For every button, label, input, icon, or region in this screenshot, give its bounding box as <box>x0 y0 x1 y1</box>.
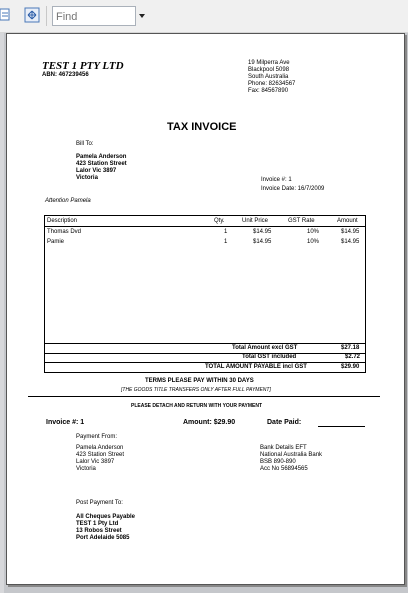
payment-from-line: Victoria <box>76 466 96 472</box>
col-gst-rate: GST Rate <box>288 218 315 224</box>
total-gst-value: $2.72 <box>345 354 361 360</box>
col-unit-price: Unit Price <box>242 218 269 224</box>
toolbar-separator <box>46 6 47 26</box>
invoice-date: Invoice Date: 16/7/2009 <box>261 186 325 192</box>
find-input[interactable] <box>53 9 134 25</box>
date-paid-line <box>318 426 365 427</box>
post-payment-line: 13 Robos Street <box>76 528 122 534</box>
slip-amount: Amount: $29.90 <box>183 419 236 426</box>
total-excl-gst-label: Total Amount excl GST <box>232 345 298 351</box>
post-payment-line: Port Adelaide 5085 <box>76 535 130 541</box>
table-row <box>45 237 365 247</box>
company-address-line: 19 Milperra Ave <box>248 60 290 66</box>
bank-details-line: BSB 890-890 <box>260 459 296 465</box>
company-address-line: Phone: 82634567 <box>248 81 296 87</box>
payment-from-line: Lalor Vic 3897 <box>76 459 115 465</box>
cell-description: Pamie <box>47 239 65 245</box>
toolbar <box>0 0 408 33</box>
find-field[interactable] <box>52 6 136 26</box>
cell-amount: $14.95 <box>341 229 360 235</box>
payment-terms: TERMS PLEASE PAY WITHIN 30 DAYS <box>145 378 254 384</box>
detach-instruction: PLEASE DETACH AND RETURN WITH YOUR PAYMENT <box>131 403 263 409</box>
total-payable-label: TOTAL AMOUNT PAYABLE incl GST <box>205 364 307 370</box>
company-abn: ABN: 467239456 <box>42 72 89 78</box>
total-excl-gst-value: $27.18 <box>341 345 360 351</box>
bill-to-line: Victoria <box>76 175 98 181</box>
viewer-left-gutter <box>0 33 4 593</box>
invoice-number: Invoice #: 1 <box>261 177 292 183</box>
total-payable-row <box>44 363 366 373</box>
detach-divider <box>28 396 380 397</box>
bill-to-line: 423 Station Street <box>76 161 127 167</box>
post-payment-line: TEST 1 Pty Ltd <box>76 521 119 527</box>
document-viewer[interactable] <box>0 33 408 593</box>
payment-from-label: Payment From: <box>76 434 118 440</box>
slip-invoice-number: Invoice #: 1 <box>46 419 85 426</box>
cell-gst-rate: 10% <box>307 229 320 235</box>
post-payment-line: All Cheques Payable <box>76 514 136 520</box>
invoice-page <box>6 33 405 585</box>
col-description: Description <box>47 218 78 224</box>
find-dropdown-icon[interactable] <box>139 14 145 18</box>
payment-from-line: 423 Station Street <box>76 452 125 458</box>
cell-gst-rate: 10% <box>307 239 320 245</box>
total-gst-row <box>44 353 366 363</box>
payment-from-line: Pamela Anderson <box>76 445 124 451</box>
total-payable-value: $29.90 <box>341 364 360 370</box>
bill-to-line: Pamela Anderson <box>76 154 127 160</box>
total-gst-label: Total GST included <box>242 354 297 360</box>
page-view-icon[interactable] <box>0 7 16 23</box>
company-address-line: Fax: 84567890 <box>248 88 289 94</box>
cell-unit-price: $14.95 <box>253 239 272 245</box>
cell-description: Thomas Dvd <box>47 229 82 235</box>
attention-line: Attention Pamela <box>45 198 91 204</box>
table-row <box>45 227 365 237</box>
cell-unit-price: $14.95 <box>253 229 272 235</box>
items-table <box>44 215 366 344</box>
cell-qty: 1 <box>224 239 228 245</box>
bill-to-label: Bill To: <box>76 141 94 147</box>
bank-details-line: Acc No 56894565 <box>260 466 308 472</box>
bank-details-line: Bank Details EFT <box>260 445 307 451</box>
col-amount: Amount <box>337 218 358 224</box>
post-payment-label: Post Payment To: <box>76 500 123 506</box>
company-address-line: South Australia <box>248 74 289 80</box>
cell-qty: 1 <box>224 229 228 235</box>
table-header <box>45 216 365 227</box>
invoice-title: TAX INVOICE <box>167 121 237 133</box>
col-qty: Qty. <box>214 218 225 224</box>
cell-amount: $14.95 <box>341 239 360 245</box>
bill-to-line: Lalor Vic 3897 <box>76 168 117 174</box>
company-name: TEST 1 PTY LTD <box>42 60 124 72</box>
terms-note: [THE GOODS TITLE TRANSFERS ONLY AFTER FULL PAYMENT] <box>121 387 271 393</box>
company-address-line: Blackpool 5098 <box>248 67 290 73</box>
fit-page-icon[interactable] <box>24 7 40 23</box>
slip-date-paid-label: Date Paid: <box>267 419 302 426</box>
bank-details-line: National Australia Bank <box>260 452 323 458</box>
